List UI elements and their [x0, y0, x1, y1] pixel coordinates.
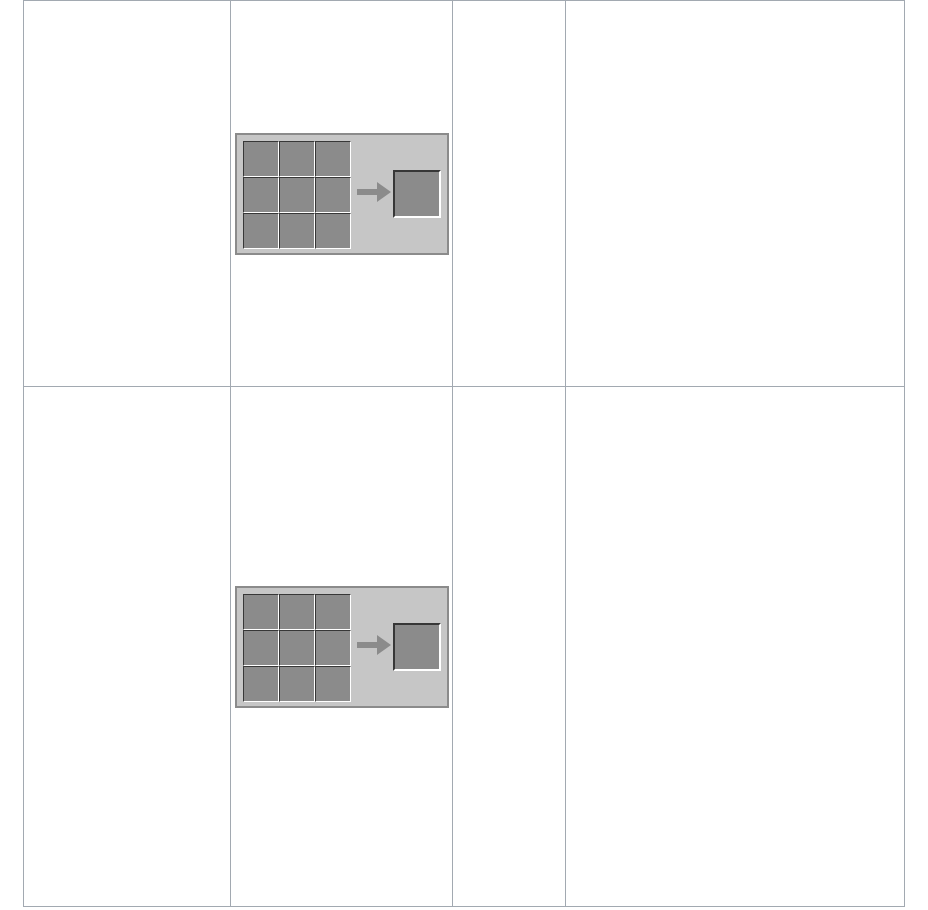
ingredients-cell — [24, 1, 231, 387]
item-description — [566, 1, 905, 387]
crafting-slot[interactable] — [279, 594, 315, 630]
crafting-cell — [231, 1, 453, 387]
crafting-slot[interactable] — [243, 630, 279, 666]
crafting-slot[interactable] — [243, 666, 279, 702]
crafting-slot[interactable] — [243, 594, 279, 630]
crafting-grid — [235, 133, 449, 255]
crafting-slot[interactable] — [315, 213, 351, 249]
crafting-slot[interactable] — [279, 141, 315, 177]
output-slot[interactable] — [393, 170, 441, 218]
crafting-slot[interactable] — [243, 177, 279, 213]
item-description — [566, 387, 905, 907]
crafting-slot[interactable] — [315, 666, 351, 702]
crafting-slot[interactable] — [243, 213, 279, 249]
table-row — [24, 387, 905, 907]
crafting-slot[interactable] — [243, 141, 279, 177]
right-arrow-icon — [357, 635, 391, 655]
crafting-slot[interactable] — [315, 630, 351, 666]
ingredients-cell — [24, 387, 231, 907]
table-row — [24, 1, 905, 387]
item-name — [453, 387, 566, 907]
crafting-slot[interactable] — [279, 213, 315, 249]
crafting-slot[interactable] — [279, 177, 315, 213]
output-slot[interactable] — [393, 623, 441, 671]
crafting-slot[interactable] — [315, 177, 351, 213]
crafting-slot[interactable] — [315, 141, 351, 177]
crafting-slot[interactable] — [279, 666, 315, 702]
right-arrow-icon — [357, 182, 391, 202]
recipe-table — [23, 0, 905, 907]
crafting-slot[interactable] — [279, 630, 315, 666]
crafting-slot[interactable] — [315, 594, 351, 630]
crafting-cell — [231, 387, 453, 907]
crafting-grid — [235, 586, 449, 708]
item-name — [453, 1, 566, 387]
